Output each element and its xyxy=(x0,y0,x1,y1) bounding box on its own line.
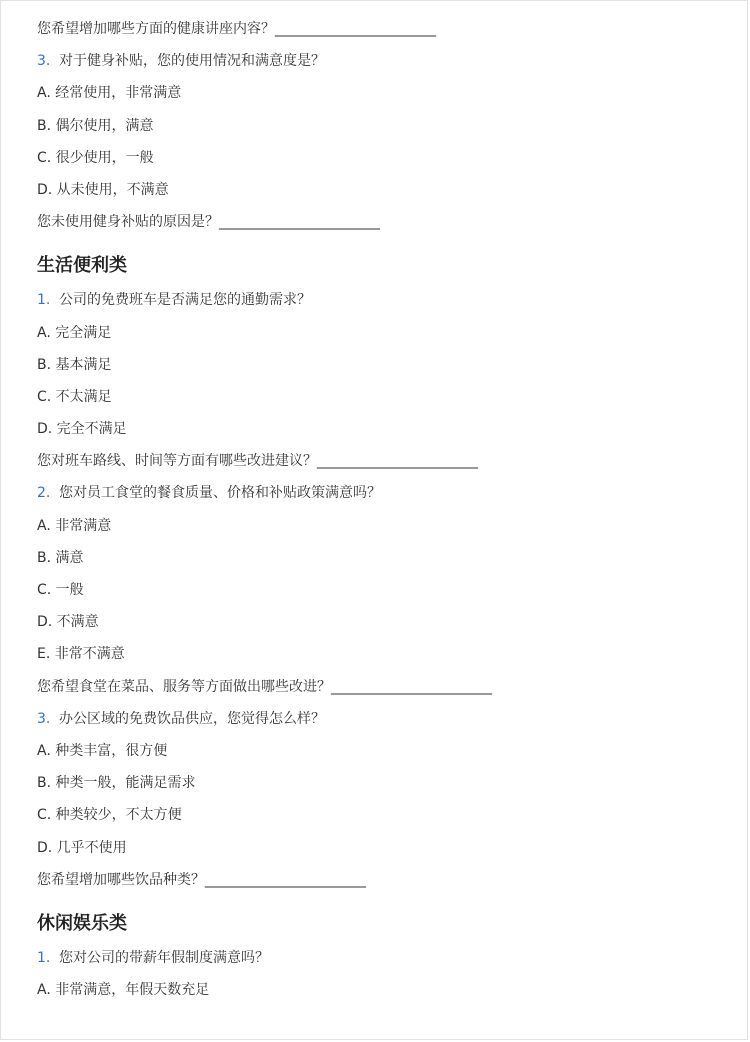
question-number: 1. xyxy=(37,949,51,966)
option-d: D. 从未使用，不满意 xyxy=(37,181,169,198)
option-a: A. 非常满意 xyxy=(37,517,112,534)
question-number: 3. xyxy=(37,53,51,70)
fill-in-canteen-improvement: 您希望食堂在菜品、服务等方面做出哪些改进？_______________________ xyxy=(37,678,492,695)
option-a: A. 完全满足 xyxy=(37,324,112,341)
question-text: 您对公司的带薪年假制度满意吗？ xyxy=(59,949,269,966)
option-c: C. 一般 xyxy=(37,582,84,598)
option-b: B. 偶尔使用，满意 xyxy=(37,117,154,134)
option-d: D. 不满意 xyxy=(37,614,99,631)
question-drinks xyxy=(37,708,717,740)
question-text: 对于健身补贴，您的使用情况和满意度是？ xyxy=(59,53,325,70)
question-canteen xyxy=(37,482,717,514)
question-text: 办公区域的免费饮品供应，您觉得怎么样？ xyxy=(59,710,325,727)
question-fitness-subsidy xyxy=(37,50,717,82)
section-title-leisure: 休闲娱乐类 xyxy=(37,912,127,934)
option-b: B. 满意 xyxy=(37,549,84,566)
option-d: D. 完全不满足 xyxy=(37,421,127,438)
section-title-life: 生活便利类 xyxy=(37,255,127,277)
question-shuttle-bus xyxy=(37,289,717,321)
option-a: A. 经常使用，非常满意 xyxy=(37,85,182,102)
question-number: 1. xyxy=(37,292,51,309)
option-b: B. 种类一般，能满足需求 xyxy=(37,775,196,792)
question-number: 3. xyxy=(37,710,51,727)
option-d: D. 几乎不使用 xyxy=(37,839,127,856)
option-c: C. 很少使用，一般 xyxy=(37,149,154,166)
question-annual-leave xyxy=(37,947,717,979)
option-a: A. 种类丰富，很方便 xyxy=(37,742,168,759)
option-a: A. 非常满意，年假天数充足 xyxy=(37,982,210,999)
option-e: E. 非常不满意 xyxy=(37,646,125,663)
fill-in-drink-types: 您希望增加哪些饮品种类？_______________________ xyxy=(37,871,366,888)
survey-content xyxy=(37,18,717,1011)
fill-in-health-lecture: 您希望增加哪些方面的健康讲座内容？_______________________ xyxy=(37,21,436,37)
option-b: B. 基本满足 xyxy=(37,356,112,373)
fill-in-shuttle-suggestion: 您对班车路线、时间等方面有哪些改进建议？_______________________ xyxy=(37,453,478,470)
option-c: C. 种类较少，不太方便 xyxy=(37,807,182,824)
fill-in-fitness-reason: 您未使用健身补贴的原因是？_______________________ xyxy=(37,214,380,231)
question-text: 您对员工食堂的餐食质量、价格和补贴政策满意吗？ xyxy=(59,485,381,502)
question-number: 2. xyxy=(37,485,51,502)
question-text: 公司的免费班车是否满足您的通勤需求？ xyxy=(59,292,311,309)
option-c: C. 不太满足 xyxy=(37,388,112,405)
